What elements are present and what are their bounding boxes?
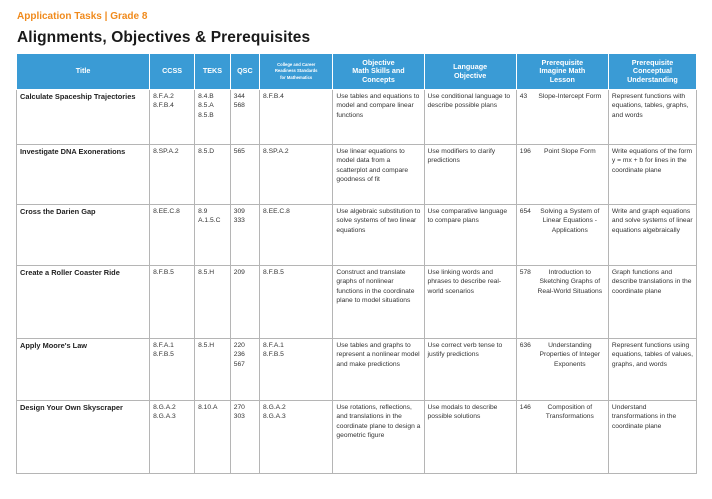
cell-ccss: 8.F.A.2 8.F.B.4 — [150, 90, 195, 145]
page-title: Alignments, Objectives & Prerequisites — [17, 29, 311, 46]
cell-objective: Use rotations, reflections, and translations in the coordinate plane to design a geometric figure — [333, 401, 424, 474]
cell-qsc: 220 236 567 — [230, 339, 259, 401]
cell-qsc: 209 — [230, 266, 259, 339]
col-title: Title — [17, 54, 150, 90]
table-row — [17, 145, 697, 205]
col-ccr: College and Career Readiness Standards for Mathematics — [260, 54, 333, 90]
cell-language: Use correct verb tense to justify predictions — [424, 339, 516, 401]
cell-language: Use comparative language to compare plans — [424, 205, 516, 266]
cell-teks: 8.5.H — [195, 266, 231, 339]
cell-prereq-conceptual: Represent functions using equations, tables of values, graphs, and words — [608, 339, 696, 401]
col-prereq-conceptual: Prerequisite Conceptual Understanding — [608, 54, 696, 90]
col-qsc: QSC — [230, 54, 259, 90]
cell-prereq-lesson: 578 Introduction to Sketching Graphs of Real-World Situations — [516, 266, 608, 339]
header-row — [17, 54, 697, 90]
cell-language: Use conditional language to describe possible plans — [424, 90, 516, 145]
cell-prereq-lesson: 654 Solving a System of Linear Equations - Applications — [516, 205, 608, 266]
cell-ccr: 8.F.B.5 — [260, 266, 333, 339]
col-objective: Objective Math Skills and Concepts — [333, 54, 424, 90]
cell-teks: 8.10.A — [195, 401, 231, 474]
cell-prereq-lesson: 636 Understanding Properties of Integer Exponents — [516, 339, 608, 401]
cell-qsc: 344 568 — [230, 90, 259, 145]
table-row — [17, 266, 697, 339]
cell-language: Use linking words and phrases to describe real-world scenarios — [424, 266, 516, 339]
cell-teks: 8.4.B 8.5.A 8.5.B — [195, 90, 231, 145]
section-subtitle: Application Tasks | Grade 8 — [17, 11, 148, 22]
cell-prereq-conceptual: Represent functions with equations, tables, graphs, and words — [608, 90, 696, 145]
cell-prereq-conceptual: Graph functions and describe translations in the coordinate plane — [608, 266, 696, 339]
cell-qsc: 565 — [230, 145, 259, 205]
cell-title: Design Your Own Skyscraper — [17, 401, 150, 474]
alignments-table — [16, 53, 697, 474]
cell-title: Calculate Spaceship Trajectories — [17, 90, 150, 145]
cell-prereq-lesson: 146 Composition of Transformations — [516, 401, 608, 474]
cell-qsc: 309 333 — [230, 205, 259, 266]
cell-ccss: 8.F.A.1 8.F.B.5 — [150, 339, 195, 401]
cell-objective: Use linear equations to model data from a scatterplot and compare goodness of fit — [333, 145, 424, 205]
cell-objective: Construct and translate graphs of nonlinear functions in the coordinate plane to model situations — [333, 266, 424, 339]
cell-prereq-conceptual: Write equations of the form y = mx + b for lines in the coordinate plane — [608, 145, 696, 205]
cell-title: Create a Roller Coaster Ride — [17, 266, 150, 339]
cell-teks: 8.5.H — [195, 339, 231, 401]
cell-ccr: 8.EE.C.8 — [260, 205, 333, 266]
cell-language: Use modals to describe possible solutions — [424, 401, 516, 474]
cell-objective: Use tables and graphs to represent a nonlinear model and make predictions — [333, 339, 424, 401]
cell-title: Investigate DNA Exonerations — [17, 145, 150, 205]
cell-teks: 8.9 A.1.5.C — [195, 205, 231, 266]
table-row — [17, 401, 697, 474]
cell-language: Use modifiers to clarify predictions — [424, 145, 516, 205]
cell-ccss: 8.SP.A.2 — [150, 145, 195, 205]
cell-prereq-conceptual: Understand transformations in the coordinate plane — [608, 401, 696, 474]
cell-title: Cross the Darien Gap — [17, 205, 150, 266]
table-row — [17, 339, 697, 401]
col-prereq-lesson: Prerequisite Imagine Math Lesson — [516, 54, 608, 90]
cell-prereq-lesson: 196 Point Slope Form — [516, 145, 608, 205]
col-ccss: CCSS — [150, 54, 195, 90]
col-teks: TEKS — [195, 54, 231, 90]
cell-ccss: 8.F.B.5 — [150, 266, 195, 339]
cell-qsc: 270 303 — [230, 401, 259, 474]
cell-ccss: 8.EE.C.8 — [150, 205, 195, 266]
table-row — [17, 90, 697, 145]
col-language: Language Objective — [424, 54, 516, 90]
cell-objective: Use tables and equations to model and compare linear functions — [333, 90, 424, 145]
cell-prereq-lesson: 43 Slope-Intercept Form — [516, 90, 608, 145]
cell-ccr: 8.SP.A.2 — [260, 145, 333, 205]
cell-teks: 8.5.D — [195, 145, 231, 205]
table-row — [17, 205, 697, 266]
cell-title: Apply Moore's Law — [17, 339, 150, 401]
cell-ccr: 8.F.B.4 — [260, 90, 333, 145]
cell-prereq-conceptual: Write and graph equations and solve systems of linear equations algebraically — [608, 205, 696, 266]
cell-ccr: 8.G.A.2 8.G.A.3 — [260, 401, 333, 474]
cell-objective: Use algebraic substitution to solve systems of two linear equations — [333, 205, 424, 266]
cell-ccr: 8.F.A.1 8.F.B.5 — [260, 339, 333, 401]
cell-ccss: 8.G.A.2 8.G.A.3 — [150, 401, 195, 474]
